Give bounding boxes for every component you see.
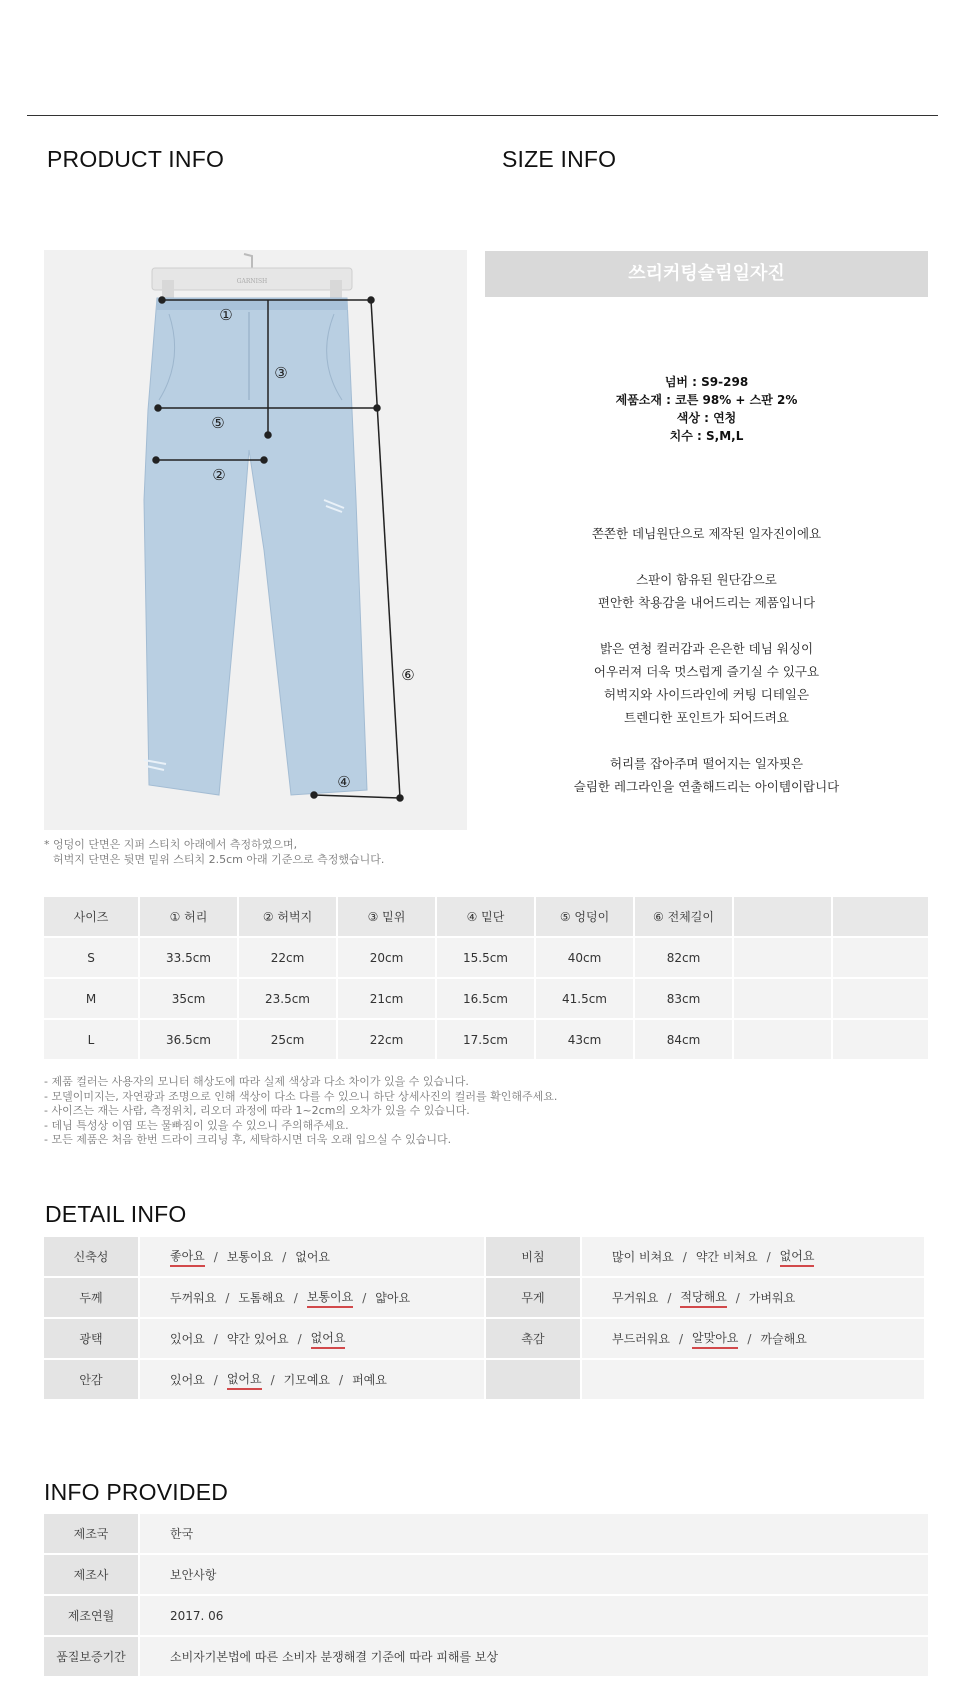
description-line: 편안한 착용감을 내어드리는 제품입니다 [597, 595, 816, 610]
description-line: 허리를 잡아주며 떨어지는 일자핏은 [609, 756, 804, 771]
info-row-maker [44, 1555, 928, 1594]
thigh-dot-left [153, 457, 159, 463]
marker-thigh: ② [212, 466, 226, 484]
option-separator: / [225, 1290, 230, 1305]
detail-option: 부드러워요 [612, 1332, 670, 1346]
size-cell: 84cm [635, 1020, 734, 1059]
info-row-country [44, 1514, 928, 1553]
detail-options [582, 1278, 924, 1317]
detail-label: 안감 [44, 1360, 140, 1399]
length-line [371, 300, 400, 798]
option-separator: / [339, 1372, 344, 1387]
info-label: 제조국 [44, 1514, 140, 1553]
option-separator: / [682, 1249, 687, 1264]
detail-label: 무게 [486, 1278, 582, 1317]
size-cell: 83cm [635, 979, 734, 1018]
detail-option-selected: 알맞아요 [692, 1329, 738, 1349]
size-table-row [44, 1020, 928, 1059]
size-cell: 25cm [239, 1020, 338, 1059]
measure-note-line: 허벅지 단면은 뒷면 밑위 스티치 2.5cm 아래 기준으로 측정했습니다. [53, 852, 385, 866]
size-header-cell: ① 허리 [140, 897, 239, 936]
option-separator: / [766, 1249, 771, 1264]
info-label: 품질보증기간 [44, 1637, 140, 1676]
rise-dot [265, 432, 271, 438]
top-divider [27, 115, 938, 116]
description-line: 허벅지와 사이드라인에 커팅 디테일은 [603, 687, 810, 702]
size-header-cell [833, 897, 928, 936]
option-separator: / [270, 1372, 275, 1387]
hem-dot-left [311, 792, 317, 798]
info-value: 한국 [140, 1514, 928, 1553]
size-cell: 36.5cm [140, 1020, 239, 1059]
option-separator: / [667, 1290, 672, 1305]
size-header-cell: ③ 밑위 [338, 897, 437, 936]
hem-line [314, 795, 400, 798]
info-value: 소비자기본법에 따른 소비자 분쟁해결 기준에 따라 피해를 보상 [140, 1637, 928, 1676]
detail-option-selected: 없어요 [311, 1329, 346, 1349]
option-separator: / [362, 1290, 367, 1305]
detail-label: 촉감 [486, 1319, 582, 1358]
size-info-heading: SIZE INFO [502, 146, 617, 172]
size-header-cell: ④ 밑단 [437, 897, 536, 936]
info-value: 보안사항 [140, 1555, 928, 1594]
option-separator: / [297, 1331, 302, 1346]
detail-option: 까슬해요 [760, 1332, 807, 1346]
size-cell: S [44, 938, 140, 977]
size-cell [734, 979, 833, 1018]
info-provided-heading: INFO PROVIDED [44, 1479, 229, 1505]
marker-hem: ④ [337, 773, 351, 791]
option-separator: / [293, 1290, 298, 1305]
description-p3 [485, 637, 928, 729]
size-cell [734, 1020, 833, 1059]
detail-option: 약간 비쳐요 [695, 1250, 758, 1264]
detail-label: 광택 [44, 1319, 140, 1358]
spec-material: 제품소재 : 코튼 98% + 스판 2% [615, 393, 798, 407]
size-table-row [44, 938, 928, 977]
description-line: 쫀쫀한 데님원단으로 제작된 일자진이에요 [591, 526, 822, 541]
size-header-cell: ⑤ 엉덩이 [536, 897, 635, 936]
detail-option: 있어요 [170, 1373, 205, 1387]
detail-options [140, 1360, 486, 1399]
size-cell: 82cm [635, 938, 734, 977]
detail-option: 도톰해요 [238, 1291, 285, 1305]
detail-row [44, 1319, 928, 1358]
description-line: 스판이 함유된 원단감으로 [636, 572, 777, 587]
size-notes [44, 1075, 557, 1148]
size-cell: M [44, 979, 140, 1018]
detail-option: 기모예요 [283, 1373, 331, 1387]
product-name-bar: 쓰리커팅슬림일자진 [485, 251, 928, 297]
detail-row [44, 1360, 928, 1399]
hem-dot-right [397, 795, 403, 801]
detail-options [582, 1360, 924, 1399]
size-cell: 17.5cm [437, 1020, 536, 1059]
size-cell: 33.5cm [140, 938, 239, 977]
size-cell: 35cm [140, 979, 239, 1018]
size-header-cell: ⑥ 전체길이 [635, 897, 734, 936]
option-separator: / [678, 1331, 684, 1346]
size-cell: 16.5cm [437, 979, 536, 1018]
description-p2 [485, 568, 928, 614]
detail-options [140, 1278, 486, 1317]
size-cell: 41.5cm [536, 979, 635, 1018]
description-p1 [485, 522, 928, 545]
detail-option: 가벼워요 [748, 1291, 796, 1305]
measure-note-line: * 엉덩이 단면은 지퍼 스티치 아래에서 측정하였으며, [44, 838, 298, 851]
description-line: 슬림한 레그라인을 연출해드리는 아이템이랍니다 [573, 779, 840, 794]
hip-dot-left [155, 405, 161, 411]
info-label: 제조연월 [44, 1596, 140, 1635]
size-note-line: - 데님 특성상 이염 또는 물빠짐이 있을 수 있으니 주의해주세요. [44, 1118, 349, 1132]
option-separator: / [213, 1331, 218, 1346]
detail-option-selected: 보통이요 [307, 1288, 353, 1308]
detail-options [140, 1237, 486, 1276]
description-line: 어우러져 더욱 멋스럽게 즐기실 수 있구요 [593, 664, 820, 679]
hanger-brand-text: GARNISH [236, 278, 268, 285]
detail-option: 없어요 [295, 1250, 331, 1264]
description-line: 밝은 연청 컬러감과 은은한 데님 워싱이 [599, 641, 814, 656]
detail-label: 신축성 [44, 1237, 140, 1276]
detail-option-selected: 좋아요 [170, 1247, 205, 1267]
detail-option: 보통이요 [226, 1250, 274, 1264]
option-separator: / [213, 1372, 218, 1387]
size-cell [734, 938, 833, 977]
size-table-row [44, 979, 928, 1018]
description-line: 트렌디한 포인트가 되어드려요 [624, 710, 789, 725]
size-cell: L [44, 1020, 140, 1059]
detail-option-selected: 없어요 [780, 1247, 815, 1267]
detail-option: 얇아요 [375, 1291, 411, 1305]
jeans-shape [144, 298, 367, 795]
option-separator: / [747, 1331, 752, 1346]
info-row-date [44, 1596, 928, 1635]
detail-option: 퍼예요 [352, 1373, 387, 1387]
thigh-dot-right [261, 457, 267, 463]
detail-info-heading: DETAIL INFO [45, 1201, 187, 1227]
detail-option: 약간 있어요 [226, 1332, 289, 1346]
size-table-header [44, 897, 928, 936]
option-separator: / [282, 1249, 287, 1264]
size-header-cell [734, 897, 833, 936]
option-separator: / [735, 1290, 740, 1305]
detail-option: 두꺼워요 [170, 1291, 217, 1305]
detail-options [582, 1319, 924, 1358]
jeans-illustration [44, 250, 467, 830]
size-cell [833, 979, 928, 1018]
detail-row [44, 1237, 928, 1276]
size-cell: 43cm [536, 1020, 635, 1059]
size-note-line: - 제품 컬러는 사용자의 모니터 해상도에 따라 실제 색상과 다소 차이가 있을 수 있습니다. [44, 1075, 469, 1088]
detail-option: 있어요 [170, 1332, 205, 1346]
measure-note [44, 838, 384, 867]
size-cell: 21cm [338, 979, 437, 1018]
info-row-warranty [44, 1637, 928, 1676]
size-header-cell: ② 허벅지 [239, 897, 338, 936]
hanger-hook [244, 254, 252, 268]
info-value: 2017. 06 [140, 1596, 928, 1635]
marker-hip: ⑤ [211, 414, 225, 432]
detail-option-selected: 적당해요 [680, 1288, 726, 1308]
product-photo [44, 250, 467, 830]
info-label: 제조사 [44, 1555, 140, 1594]
size-header-cell: 사이즈 [44, 897, 140, 936]
size-note-line: - 모든 제품은 처음 한번 드라이 크리닝 후, 세탁하시면 더욱 오래 입으실 수 있습니다. [44, 1133, 452, 1146]
size-cell: 22cm [239, 938, 338, 977]
detail-options [582, 1237, 924, 1276]
size-cell [833, 1020, 928, 1059]
waist-dot-right [368, 297, 374, 303]
detail-options [140, 1319, 486, 1358]
spec-sizes: 치수 : S,M,L [669, 429, 744, 443]
size-note-line: - 사이즈는 재는 사람, 측정위치, 리오더 과정에 따라 1~2cm의 오차가 있을 수 있습니다. [44, 1104, 470, 1117]
detail-label [486, 1360, 582, 1399]
detail-label: 비침 [486, 1237, 582, 1276]
size-note-line: - 모델이미지는, 자연광과 조명으로 인해 색상이 다소 다를 수 있으니 하단 상세사진의 컬러를 확인해주세요. [44, 1089, 558, 1103]
marker-length: ⑥ [401, 666, 415, 684]
hip-dot-right [374, 405, 380, 411]
spec-number: 넘버 : S9-298 [664, 375, 749, 389]
option-separator: / [213, 1249, 218, 1264]
size-cell: 15.5cm [437, 938, 536, 977]
waist-dot-left [159, 297, 165, 303]
detail-option: 많이 비쳐요 [612, 1250, 674, 1264]
detail-option: 무거워요 [612, 1291, 659, 1305]
detail-option-selected: 없어요 [227, 1370, 262, 1390]
description-p4 [485, 752, 928, 798]
size-cell [833, 938, 928, 977]
marker-waist: ① [219, 306, 233, 324]
detail-label: 두께 [44, 1278, 140, 1317]
spec-color: 색상 : 연청 [676, 411, 737, 425]
size-cell: 22cm [338, 1020, 437, 1059]
size-cell: 40cm [536, 938, 635, 977]
product-info-heading: PRODUCT INFO [47, 146, 225, 172]
marker-rise: ③ [274, 364, 288, 382]
size-cell: 20cm [338, 938, 437, 977]
detail-row [44, 1278, 928, 1317]
size-cell: 23.5cm [239, 979, 338, 1018]
